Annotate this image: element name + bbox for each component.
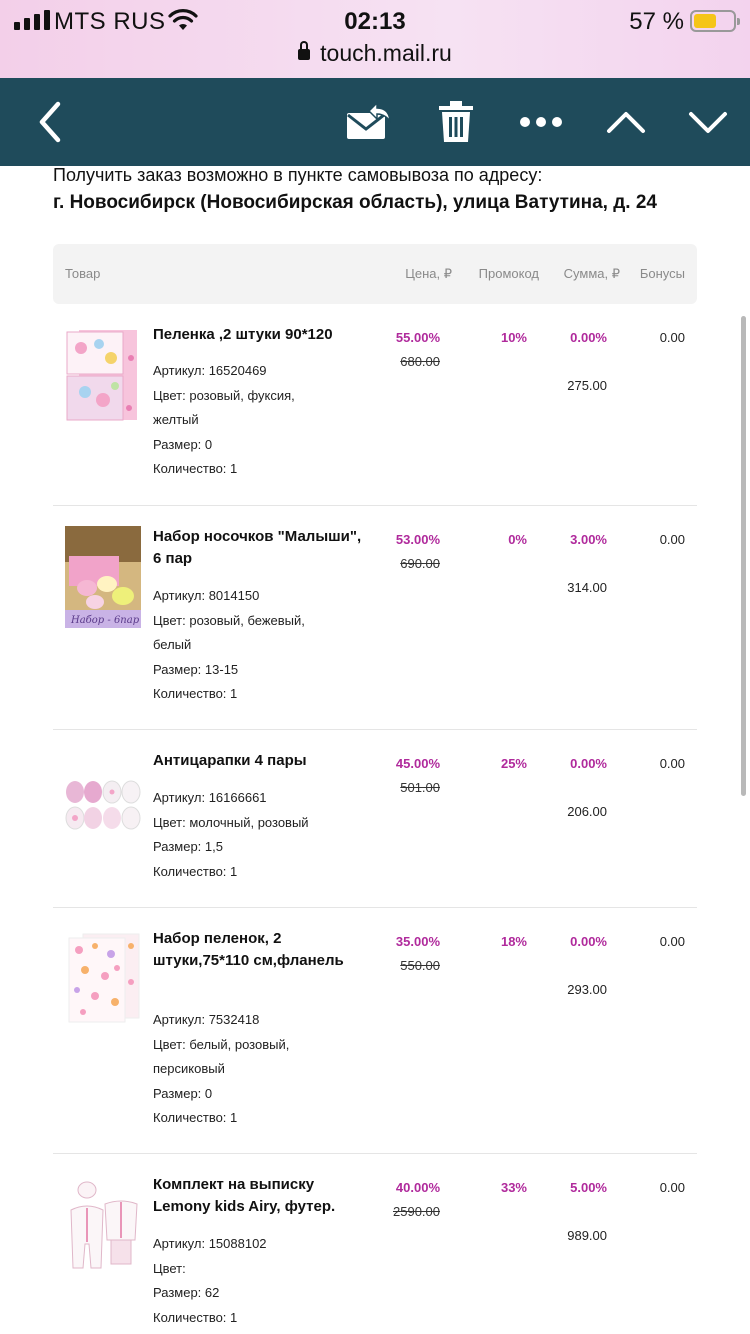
sum-percent: 0.00% bbox=[570, 934, 607, 949]
product-color: Цвет: молочный, розовый bbox=[153, 814, 309, 830]
sum-percent: 0.00% bbox=[570, 330, 607, 345]
address-bar[interactable] bbox=[0, 40, 750, 67]
price-percent: 35.00% bbox=[395, 934, 440, 949]
product-image[interactable] bbox=[65, 1180, 141, 1272]
price-percent: 55.00% bbox=[395, 330, 440, 345]
product-article: Артикул: 16520469 bbox=[153, 363, 267, 378]
product-qty: Количество: 1 bbox=[153, 686, 238, 701]
header-sum: Сумма, ₽ bbox=[563, 266, 620, 281]
table-row bbox=[53, 506, 697, 730]
header-bonus: Бонусы bbox=[639, 266, 685, 281]
product-qty: Количество: 1 bbox=[153, 1309, 238, 1325]
scrollbar[interactable] bbox=[741, 316, 746, 796]
table-row bbox=[53, 306, 697, 506]
bonus-value: 0.00 bbox=[659, 934, 685, 949]
product-name[interactable]: Антицарапки 4 пары bbox=[153, 752, 307, 769]
table-row bbox=[53, 730, 697, 908]
battery-fill bbox=[694, 14, 716, 28]
old-price: 550.00 bbox=[400, 958, 440, 973]
promo-percent: 25% bbox=[500, 756, 527, 771]
product-article: Артикул: 16166661 bbox=[153, 790, 267, 805]
sum-value: 989.00 bbox=[567, 1228, 607, 1243]
more-icon[interactable] bbox=[514, 78, 568, 166]
product-qty: Количество: 1 bbox=[153, 863, 238, 879]
sum-percent: 3.00% bbox=[570, 532, 607, 547]
product-image[interactable] bbox=[65, 932, 141, 1024]
back-icon[interactable] bbox=[24, 78, 74, 166]
product-article: Артикул: 8014150 bbox=[153, 588, 260, 603]
product-name[interactable]: Набор носочков "Малыши", 6 пар bbox=[153, 528, 362, 567]
product-attributes bbox=[153, 1232, 343, 1330]
price-percent: 53.00% bbox=[395, 532, 440, 547]
product-image[interactable] bbox=[65, 328, 141, 424]
product-size: Размер: 13-15 bbox=[153, 661, 239, 677]
promo-percent: 0% bbox=[508, 532, 527, 547]
product-size: Размер: 0 bbox=[153, 1085, 213, 1101]
old-price: 690.00 bbox=[400, 556, 440, 571]
price-percent: 45.00% bbox=[395, 756, 440, 771]
price-percent: 40.00% bbox=[395, 1180, 440, 1195]
product-attributes bbox=[153, 584, 343, 707]
sum-value: 206.00 bbox=[567, 804, 607, 819]
product-qty: Количество: 1 bbox=[153, 1110, 238, 1125]
product-article: Артикул: 15088102 bbox=[153, 1236, 267, 1251]
header-promo: Промокод bbox=[478, 266, 539, 281]
product-size: Размер: 0 bbox=[153, 436, 213, 452]
status-bar bbox=[0, 0, 750, 78]
reply-icon[interactable] bbox=[340, 78, 396, 166]
product-attributes bbox=[153, 786, 343, 884]
svg-text:Набор - 6пар: Набор - 6пар bbox=[71, 615, 140, 626]
product-image[interactable] bbox=[65, 778, 141, 832]
product-name[interactable]: Комплект на выписку Lemony kids Airy, футер. bbox=[153, 1176, 336, 1215]
old-price: 501.00 bbox=[400, 780, 440, 795]
prev-icon[interactable] bbox=[600, 78, 652, 166]
header-price: Цена, ₽ bbox=[405, 266, 452, 281]
product-size: Размер: 62 bbox=[153, 1285, 220, 1300]
bonus-value: 0.00 bbox=[659, 532, 685, 547]
product-color: Цвет: розовый, бежевый, белый bbox=[153, 612, 305, 652]
old-price: 2590.00 bbox=[393, 1204, 440, 1219]
product-color: Цвет: розовый, фуксия, желтый bbox=[153, 387, 295, 427]
table-row bbox=[53, 1154, 697, 1334]
url-text: touch.mail.ru bbox=[320, 40, 452, 66]
lock-icon bbox=[298, 49, 310, 60]
sum-value: 314.00 bbox=[567, 580, 607, 595]
promo-percent: 18% bbox=[500, 934, 527, 949]
product-qty: Количество: 1 bbox=[153, 461, 238, 476]
pickup-info bbox=[53, 164, 713, 218]
sum-value: 293.00 bbox=[567, 982, 607, 997]
product-attributes bbox=[153, 1008, 343, 1131]
promo-percent: 10% bbox=[500, 330, 527, 345]
product-image[interactable] bbox=[65, 526, 141, 628]
product-size: Размер: 1,5 bbox=[153, 839, 223, 854]
bonus-value: 0.00 bbox=[659, 1180, 685, 1195]
bonus-value: 0.00 bbox=[659, 330, 685, 345]
bonus-value: 0.00 bbox=[659, 756, 685, 771]
product-article: Артикул: 7532418 bbox=[153, 1012, 260, 1027]
product-name[interactable]: Пеленка ,2 штуки 90*120 bbox=[153, 326, 333, 343]
product-name[interactable]: Набор пеленок, 2 штуки,75*110 см,фланель bbox=[153, 930, 344, 969]
trash-icon[interactable] bbox=[432, 78, 480, 166]
header-product: Товар bbox=[65, 266, 101, 281]
sum-percent: 0.00% bbox=[570, 756, 607, 771]
clock: 02:13 bbox=[344, 8, 406, 35]
table-header bbox=[53, 244, 697, 304]
pickup-text: Получить заказ возможно в пункте самовывоза по адресу: bbox=[53, 165, 543, 185]
old-price: 680.00 bbox=[400, 354, 440, 369]
table-row bbox=[53, 908, 697, 1154]
carrier-label: MTS RUS bbox=[54, 8, 166, 35]
pickup-address: г. Новосибирск (Новосибирская область), улица Ватутина, д. 24 bbox=[53, 192, 657, 213]
product-color: Цвет: белый, розовый, персиковый bbox=[153, 1036, 290, 1076]
sum-value: 275.00 bbox=[567, 378, 607, 393]
promo-percent: 33% bbox=[500, 1180, 527, 1195]
product-attributes bbox=[153, 359, 343, 482]
product-color: Цвет: bbox=[153, 1260, 186, 1276]
mail-toolbar bbox=[0, 78, 750, 166]
battery-icon bbox=[690, 10, 736, 32]
next-icon[interactable] bbox=[682, 78, 734, 166]
battery-percent: 57 % bbox=[629, 8, 684, 35]
sum-percent: 5.00% bbox=[570, 1180, 607, 1195]
